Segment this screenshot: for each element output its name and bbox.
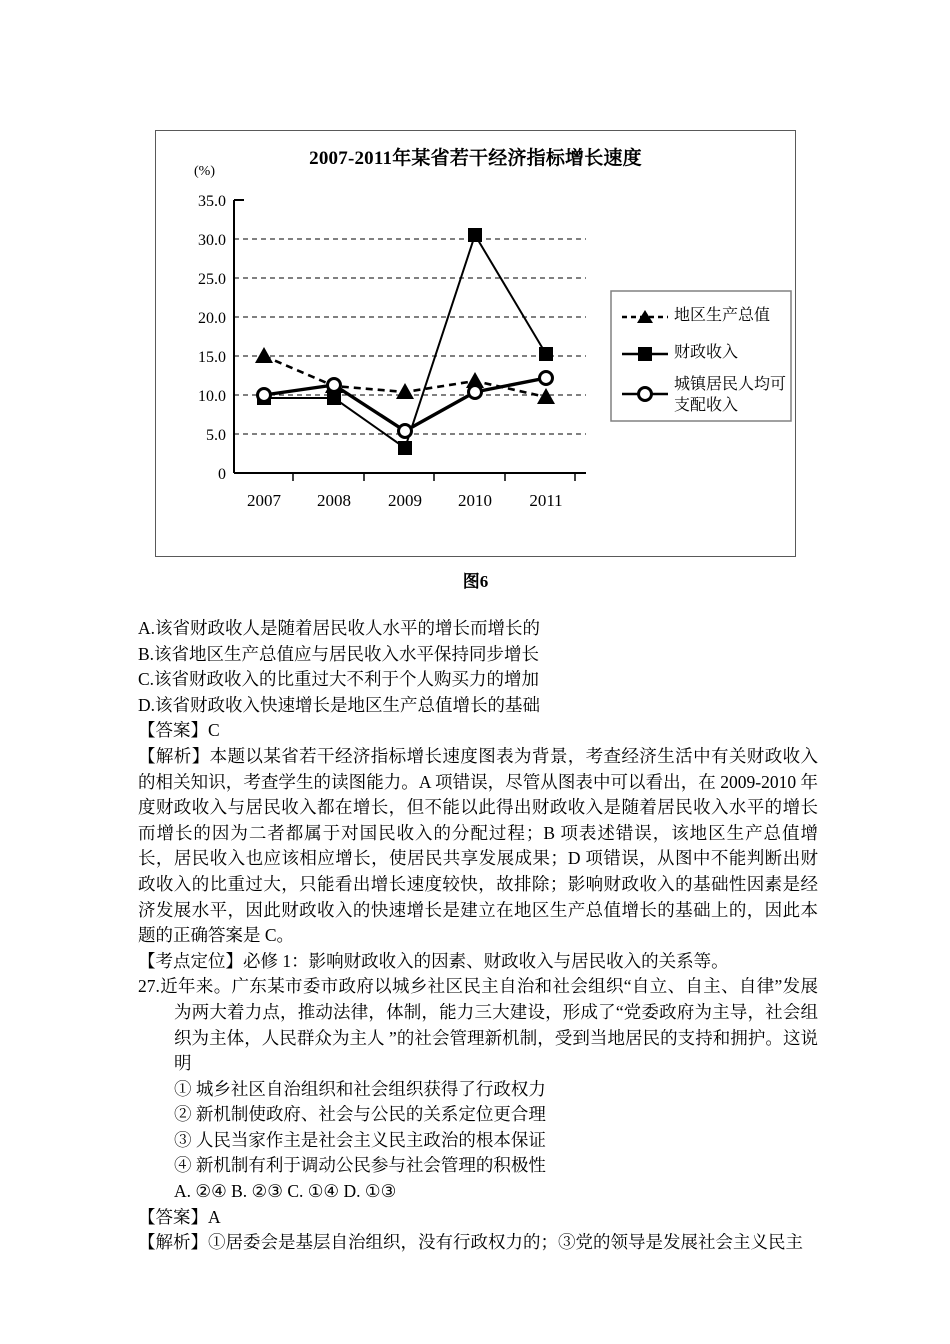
q27-options-line: A. ②④ B. ②③ C. ①④ D. ①③ (174, 1181, 397, 1202)
svg-text:2009: 2009 (388, 491, 422, 510)
chart-legend-label-fiscal-revenue: 财政收入 (674, 344, 739, 361)
q27-statement-2: ② 新机制使政府、社会与公民的关系定位更合理 (174, 1104, 546, 1125)
svg-text:15.0: 15.0 (198, 349, 226, 366)
document-body (138, 616, 818, 1256)
chart-title: 2007-2011年某省若干经济指标增长速度 (309, 148, 642, 169)
q27-statement-1: ① 城乡社区自治组织和社会组织获得了行政权力 (174, 1078, 546, 1099)
svg-text:5.0: 5.0 (206, 427, 226, 444)
q26-answer-row (138, 718, 818, 744)
chart-gridlines (234, 239, 586, 434)
q26-kaodian-text: 必修 1：影响财政收入的因素、财政收入与居民收入的关系等。 (243, 950, 729, 971)
svg-text:35.0: 35.0 (198, 193, 226, 210)
q26-analysis-paragraph (138, 744, 818, 949)
q27-analysis-text: ①居委会是基层自治组织，没有行政权力的；③党的领导是发展社会主义民主 (208, 1232, 803, 1253)
square-icon (638, 347, 652, 361)
circle-icon (639, 388, 652, 401)
q26-answer-label: 【答案】 (138, 720, 208, 741)
q27-answer-row (138, 1205, 818, 1231)
q26-option-b: B.该省地区生产总值应与居民收入水平保持同步增长 (138, 643, 540, 664)
chart-legend-label-gdp: 地区生产总值 (674, 307, 771, 324)
series-urban-income-markers (258, 372, 553, 438)
series-fiscal-revenue-markers (257, 228, 553, 455)
svg-text:30.0: 30.0 (198, 232, 226, 249)
svg-text:2008: 2008 (317, 491, 351, 510)
chart-x-ticks (293, 473, 575, 481)
svg-text:25.0: 25.0 (198, 271, 226, 288)
figure-caption: 图6 (462, 572, 489, 591)
q26-analysis-label: 【解析】 (138, 745, 210, 766)
svg-text:2010: 2010 (458, 491, 492, 510)
q27-answer-label: 【答案】 (138, 1206, 208, 1227)
q27-answer-value: A (208, 1206, 221, 1227)
series-fiscal-revenue-line (264, 235, 546, 448)
svg-text:20.0: 20.0 (198, 310, 226, 327)
svg-text:2007: 2007 (247, 491, 281, 510)
chart-x-tick-labels (247, 491, 563, 510)
q26-kaodian-label: 【考点定位】 (138, 950, 243, 971)
q27-stem: 近年来。广东某市委市政府以城乡社区民主自治和社会组织“自立、自主、自律”发展为两大着力点，推动法律，体制，能力三大建设，形成了“党委政府为主导，社会组织为主体，人民群众为主人 ”的社会管理新机制，受到当地居民的支持和拥护。这说明 (159, 976, 818, 1074)
q27-stem-paragraph (138, 974, 818, 1076)
chart-axis-unit-label: (%) (194, 164, 215, 179)
q26-option-a: A.该省财政收人是随着居民收人水平的增长而增长的 (138, 618, 541, 638)
q27-number: 27. (138, 976, 160, 997)
q26-analysis-text: 本题以某省若干经济指标增长速度图表为背景，考查经济生活中有关财政收入的相关知识，考查学生的读图能力。A 项错误，尽管从图表中可以看出，在 2009-2010 年度财政收入与居民收入都在增长，但不能以此得出财政收入是随着居民收入水平的增长而增长的因为二者都属于对国民收入的分配过程；B 项表述错误，该地区生产总值增长，居民收入也应该相应增长，使居民共享发展成果；D 项错误，从图中不能判断出财政收入的比重过大，只能看出增长速度较快，故排除；影响财政收入的基础性因素是经济发展水平，因此财政收入的快速增长是建立在地区生产总值增长的基础上的，因此本题的正确答案是 C。 (138, 745, 819, 946)
figure-chart-container (155, 130, 796, 557)
svg-text:10.0: 10.0 (198, 388, 226, 405)
q27-statement-3: ③ 人民当家作主是社会主义民主政治的根本保证 (174, 1129, 546, 1150)
q27-analysis-label: 【解析】 (138, 1232, 208, 1253)
chart-legend-label-urban-income: 城镇居民人均可支配收入 (674, 376, 787, 414)
svg-text:0: 0 (218, 466, 226, 483)
svg-text:2011: 2011 (529, 491, 563, 510)
q27-statement-4: ④ 新机制有利于调动公民参与社会管理的积极性 (174, 1155, 546, 1176)
q27-block (138, 974, 818, 1256)
chart-y-tick-labels (198, 193, 226, 483)
q27-analysis-paragraph (138, 1230, 818, 1256)
q26-answer-value: C (208, 720, 220, 741)
q26-option-c: C.该省财政收入的比重过大不利于个人购买力的增加 (138, 669, 540, 690)
q26-kaodian-paragraph (138, 949, 818, 975)
q26-option-d: D.该省财政收入快速增长是地区生产总值增长的基础 (138, 694, 541, 715)
